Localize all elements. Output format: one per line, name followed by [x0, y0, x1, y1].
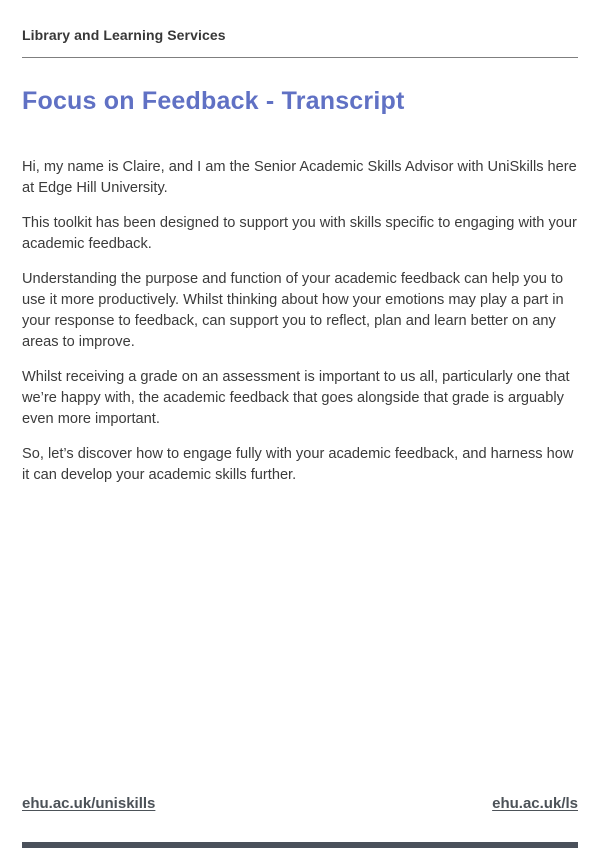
header-label: Library and Learning Services — [22, 27, 226, 43]
transcript-paragraph: Whilst receiving a grade on an assessment is important to us all, particularly one that we’re happy with, the academic feedback that goes alongside that grade is arguably even more important. — [22, 369, 570, 427]
transcript-paragraph: So, let’s discover how to engage fully with your academic feedback, and harness how it can develop your academic skills further. — [22, 446, 574, 483]
header-divider — [22, 57, 578, 58]
transcript-paragraph: This toolkit has been designed to support you with skills specific to engaging with your academic feedback. — [22, 215, 577, 252]
transcript-body — [22, 157, 580, 500]
page-title: Focus on Feedback - Transcript — [22, 87, 405, 115]
transcript-paragraph: Hi, my name is Claire, and I am the Senior Academic Skills Advisor with UniSkills here at Edge Hill University. — [22, 159, 577, 196]
ls-link[interactable]: ehu.ac.uk/ls — [492, 795, 578, 812]
uniskills-link[interactable]: ehu.ac.uk/uniskills — [22, 795, 156, 812]
footer-accent-bar — [22, 842, 578, 848]
transcript-paragraph: Understanding the purpose and function of your academic feedback can help you to use it more productively. Whilst thinking about how your emotions may play a part in your response to feedback, can support you to reflect, plan and learn better on any areas to improve. — [22, 271, 564, 350]
document-header — [22, 27, 578, 45]
document-footer — [22, 795, 578, 812]
